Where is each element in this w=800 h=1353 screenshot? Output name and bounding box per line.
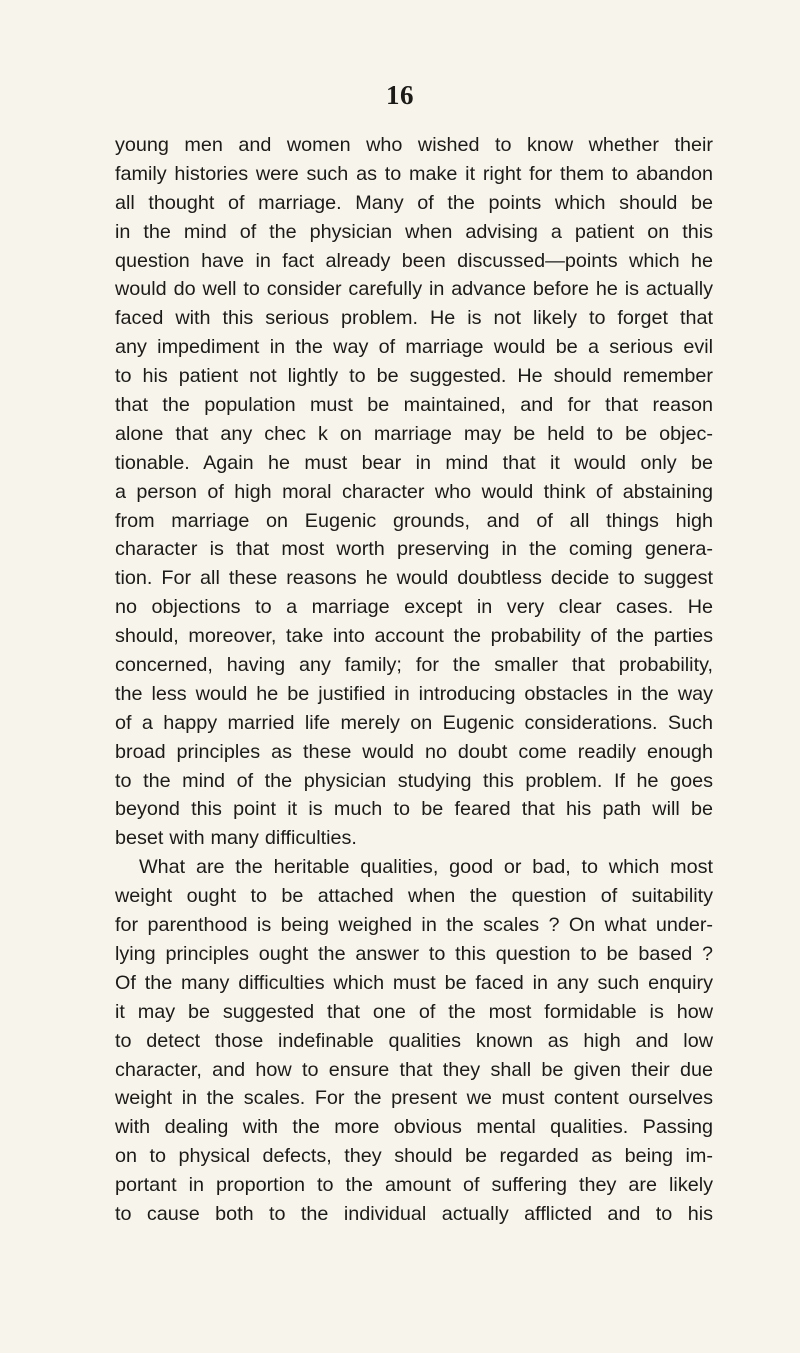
page-number: 16 <box>386 80 414 110</box>
text-line: no objections to a marriage except in very clear cases. He <box>115 596 713 619</box>
text-line: the less would he be justified in introducing obstacles in the way <box>115 682 713 705</box>
text-line: concerned, having any family; for the smaller that probability, <box>115 654 713 677</box>
text-line: to his patient not lightly to be suggested. He should remember <box>115 365 713 388</box>
text-line: it may be suggested that one of the most formidable is how <box>115 1000 713 1023</box>
text-line: all thought of marriage. Many of the points which should be <box>115 191 713 214</box>
text-line: would do well to consider carefully in advance before he is actually <box>115 278 713 301</box>
text-line: to cause both to the individual actually afflicted and to his <box>115 1202 713 1225</box>
text-line: beset with many difficulties. <box>115 827 357 850</box>
text-line: young men and women who wished to know whether their <box>115 134 713 156</box>
text-line: in the mind of the physician when advising a patient on this <box>115 220 713 243</box>
text-line: family histories were such as to make it right for them to abandon <box>115 162 713 185</box>
text-line: a person of high moral character who would think of abstaining <box>115 480 713 503</box>
paragraph-2 <box>115 853 713 1229</box>
paragraph-1 <box>115 131 713 853</box>
text-line: broad principles as these would no doubt come readily enough <box>115 740 713 763</box>
text-line: lying principles ought the answer to this question to be based ? <box>115 942 713 965</box>
text-line: portant in proportion to the amount of suffering they are likely <box>115 1174 713 1197</box>
text-line: faced with this serious problem. He is not likely to forget that <box>115 307 713 330</box>
text-line: to detect those indefinable qualities known as high and low <box>115 1029 713 1052</box>
text-line: beyond this point it is much to be feared that his path will be <box>115 798 713 821</box>
text-line: to the mind of the physician studying this problem. If he goes <box>115 769 713 792</box>
text-line: with dealing with the more obvious mental qualities. Passing <box>115 1116 713 1139</box>
text-line: character is that most worth preserving in the coming genera- <box>115 538 713 561</box>
text-line: What are the heritable qualities, good or bad, to which most <box>139 856 713 879</box>
text-line: weight in the scales. For the present we must content ourselves <box>115 1087 713 1110</box>
text-line: weight ought to be attached when the question of suitability <box>115 885 713 908</box>
text-line: character, and how to ensure that they shall be given their due <box>115 1058 713 1081</box>
text-line: Of the many difficulties which must be faced in any such enquiry <box>115 971 713 994</box>
text-line: question have in fact already been discussed—points which he <box>115 249 713 272</box>
text-line: any impediment in the way of marriage would be a serious evil <box>115 336 713 359</box>
text-line: from marriage on Eugenic grounds, and of all things high <box>115 509 713 532</box>
text-line: on to physical defects, they should be regarded as being im- <box>115 1145 713 1168</box>
text-line: of a happy married life merely on Eugenic considerations. Such <box>115 711 713 734</box>
text-line: for parenthood is being weighed in the scales ? On what under- <box>115 914 713 937</box>
body-text <box>115 131 713 1229</box>
text-line: should, moreover, take into account the probability of the parties <box>115 625 713 648</box>
text-line: tion. For all these reasons he would doubtless decide to suggest <box>115 567 713 590</box>
text-line: alone that any chec k on marriage may be held to be objec- <box>115 422 713 445</box>
text-line: that the population must be maintained, and for that reason <box>115 394 713 417</box>
text-line: tionable. Again he must bear in mind that it would only be <box>115 451 713 474</box>
